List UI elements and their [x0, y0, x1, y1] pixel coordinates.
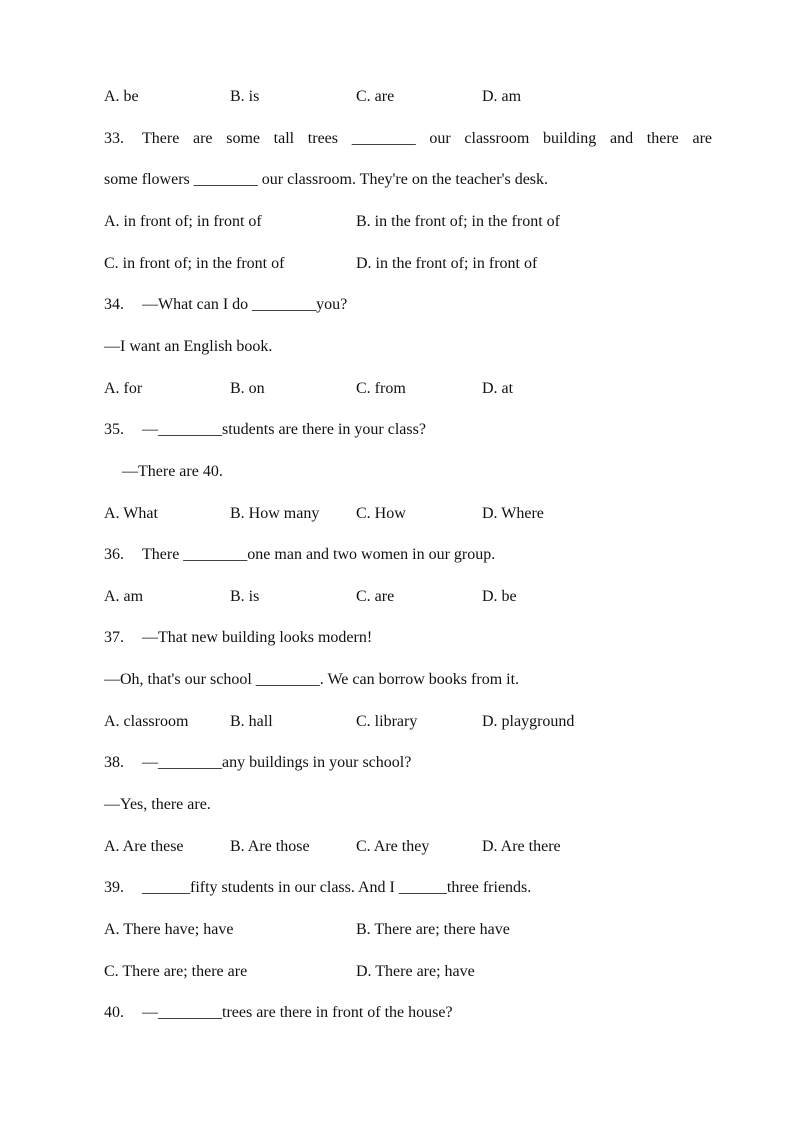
question-text: —That new building looks modern!: [142, 629, 373, 647]
question-text: —________students are there in your class?: [142, 421, 426, 439]
answer-options-row: [104, 961, 712, 983]
answer-option: D. in the front of; in front of: [356, 254, 538, 272]
answer-option: B. hall: [230, 712, 273, 730]
answer-option: C. Are they: [356, 837, 430, 855]
text-line: —There are 40.: [122, 462, 223, 480]
question-line: [104, 752, 411, 774]
question-line: [104, 877, 531, 899]
answer-option: D. There are; have: [356, 962, 475, 980]
question-line: [104, 294, 347, 316]
answer-option: C. are: [356, 88, 395, 105]
answer-option: A. be: [104, 88, 139, 105]
answer-option: D. am: [482, 88, 522, 105]
answer-option: A. for: [104, 379, 143, 397]
question-number: 40.: [104, 1004, 124, 1022]
answer-options-row: [104, 503, 712, 525]
question-text: —________trees are there in front of the house?: [142, 1004, 453, 1022]
text-line: —Yes, there are.: [104, 796, 211, 814]
answer-option: A. There have; have: [104, 921, 234, 938]
text-line: some flowers ________ our classroom. They're on the teacher's desk.: [104, 171, 549, 189]
answer-option: B. How many: [230, 504, 320, 522]
answer-option: A. What: [104, 504, 158, 522]
answer-option: D. Are there: [482, 837, 561, 855]
answer-option: D. Where: [482, 504, 544, 522]
question-number: 35.: [104, 421, 124, 439]
answer-option: A. classroom: [104, 712, 189, 730]
question-number: 33.: [104, 129, 124, 147]
question-text: There are some tall trees ________ our classroom building and there are: [142, 129, 712, 147]
answer-option: B. There are; there have: [356, 921, 510, 938]
answer-options-row: [104, 919, 712, 941]
question-line: [104, 544, 495, 566]
question-number: 39.: [104, 879, 124, 897]
answer-options-row: [104, 86, 712, 108]
answer-options-row: [104, 836, 712, 858]
question-number: 36.: [104, 546, 124, 564]
question-text: —What can I do ________you?: [142, 296, 348, 314]
question-line: [104, 128, 712, 150]
question-number: 37.: [104, 629, 124, 647]
answer-option: D. be: [482, 587, 517, 605]
question-text: —________any buildings in your school?: [142, 754, 412, 772]
answer-option: A. Are these: [104, 837, 184, 855]
answer-options-row: [104, 211, 712, 233]
answer-options-row: [104, 378, 712, 400]
answer-option: A. am: [104, 587, 144, 605]
question-number: 38.: [104, 754, 124, 772]
question-number: 34.: [104, 296, 124, 314]
answer-option: D. at: [482, 379, 514, 397]
question-line: [104, 419, 426, 441]
answer-option: A. in front of; in front of: [104, 212, 262, 230]
answer-options-row: [104, 586, 712, 608]
answer-options-row: [104, 711, 712, 733]
text-line: —I want an English book.: [104, 337, 273, 355]
answer-option: B. in the front of; in the front of: [356, 212, 560, 230]
question-text: There ________one man and two women in our group.: [142, 546, 496, 564]
answer-option: C. are: [356, 587, 395, 605]
question-line: [104, 1002, 453, 1024]
answer-options-row: [104, 253, 712, 275]
answer-option: C. There are; there are: [104, 962, 248, 980]
answer-option: C. library: [356, 712, 418, 730]
question-text: ______fifty students in our class. And I ______three friends.: [142, 879, 532, 897]
question-line: [104, 627, 372, 649]
answer-option: C. from: [356, 379, 406, 397]
answer-option: C. in front of; in the front of: [104, 254, 285, 272]
text-line: —Oh, that's our school ________. We can borrow books from it.: [104, 671, 520, 689]
answer-option: D. playground: [482, 712, 575, 730]
answer-option: B. is: [230, 587, 260, 605]
answer-option: B. is: [230, 88, 260, 105]
answer-option: C. How: [356, 504, 406, 522]
answer-option: B. on: [230, 379, 265, 397]
answer-option: B. Are those: [230, 837, 310, 855]
